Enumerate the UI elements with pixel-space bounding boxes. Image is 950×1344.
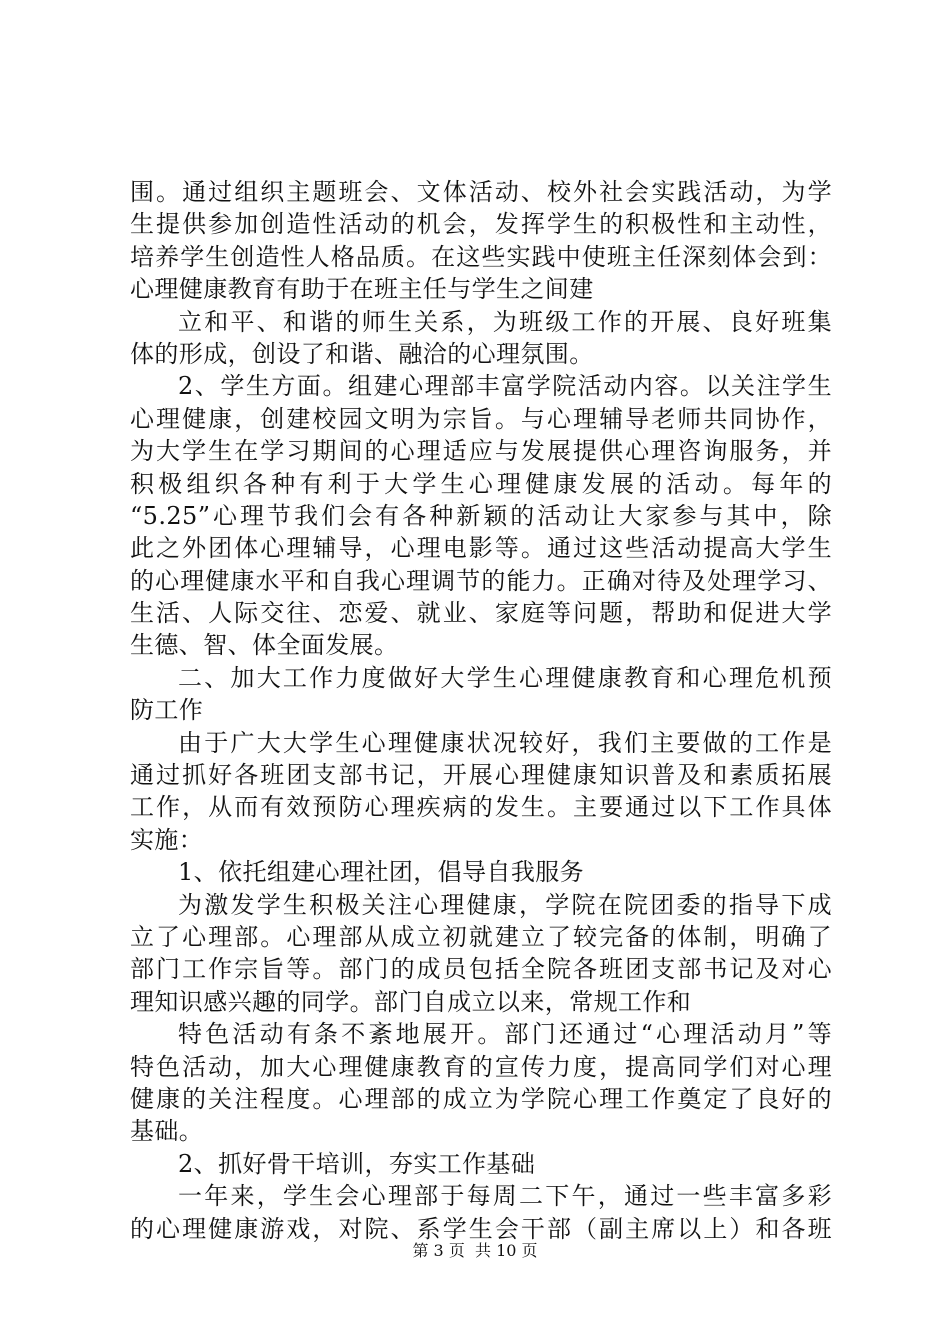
text-line: 生德、智、体全面发展。 (130, 631, 399, 660)
text-line: 心理健康，创建校园文明为宗旨。与心理辅导老师共同协作， (130, 404, 832, 433)
text-line: 为激发学生积极关注心理健康，学院在院团委的指导下成 (178, 890, 832, 919)
text-line: 体的形成，创设了和谐、融洽的心理氛围。 (130, 339, 594, 368)
text-line: 工作，从而有效预防心理疾病的发生。主要通过以下工作具体 (130, 793, 832, 822)
text-line: 部门工作宗旨等。部门的成员包括全院各班团支部书记及对心 (130, 955, 832, 984)
text-line: 的心理健康游戏，对院、系学生会干部（副主席以上）和各班 (130, 1214, 832, 1243)
text-line: 二、加大工作力度做好大学生心理健康教育和心理危机预 (178, 663, 832, 692)
page-number: 第 3 页 共 10 页 (412, 1241, 538, 1260)
text-line: 立了心理部。心理部从成立初就建立了较完备的体制，明确了 (130, 922, 832, 951)
text-line: 基础。 (130, 1117, 204, 1146)
text-line: 通过抓好各班团支部书记，开展心理健康知识普及和素质拓展 (130, 761, 832, 790)
text-line: 特色活动，加大心理健康教育的宣传力度，提高同学们对心理 (130, 1052, 832, 1081)
text-line: 生提供参加创造性活动的机会，发挥学生的积极性和主动性， (130, 210, 832, 239)
text-line: 理知识感兴趣的同学。部门自成立以来，常规工作和 (130, 987, 692, 1016)
text-line: 培养学生创造性人格品质。在这些实践中使班主任深刻体会到： (130, 242, 832, 271)
text-line: 积极组织各种有利于大学生心理健康发展的活动。每年的 (130, 469, 832, 498)
document-body (130, 176, 832, 1245)
text-line: 1、依托组建心理社团，倡导自我服务 (178, 858, 585, 887)
text-line: 由于广大大学生心理健康状况较好，我们主要做的工作是 (178, 728, 832, 757)
text-line: 生活、人际交往、恋爱、就业、家庭等问题，帮助和促进大学 (130, 599, 832, 628)
text-line: 为大学生在学习期间的心理适应与发展提供心理咨询服务，并 (130, 437, 832, 466)
text-line: 2、学生方面。组建心理部丰富学院活动内容。以关注学生 (178, 372, 832, 401)
text-line: 心理健康教育有助于在班主任与学生之间建 (130, 275, 594, 304)
page-footer (0, 1241, 950, 1261)
text-line: 健康的关注程度。心理部的成立为学院心理工作奠定了良好的 (130, 1084, 832, 1113)
text-line: 2、抓好骨干培训，夯实工作基础 (178, 1149, 536, 1178)
text-line: 此之外团体心理辅导，心理电影等。通过这些活动提高大学生 (130, 534, 832, 563)
text-line: 防工作 (130, 696, 204, 725)
text-line: 的心理健康水平和自我心理调节的能力。正确对待及处理学习、 (130, 566, 832, 595)
text-line: “5.25”心理节我们会有各种新颖的活动让大家参与其中，除 (130, 501, 832, 530)
text-line: 一年来，学生会心理部于每周二下午，通过一些丰富多彩 (178, 1182, 832, 1211)
text-line: 立和平、和谐的师生关系，为班级工作的开展、良好班集 (178, 307, 832, 336)
text-line: 围。通过组织主题班会、文体活动、校外社会实践活动，为学 (130, 178, 832, 206)
text-line: 特色活动有条不紊地展开。部门还通过“心理活动月”等 (178, 1020, 832, 1049)
text-line: 实施： (130, 825, 204, 854)
